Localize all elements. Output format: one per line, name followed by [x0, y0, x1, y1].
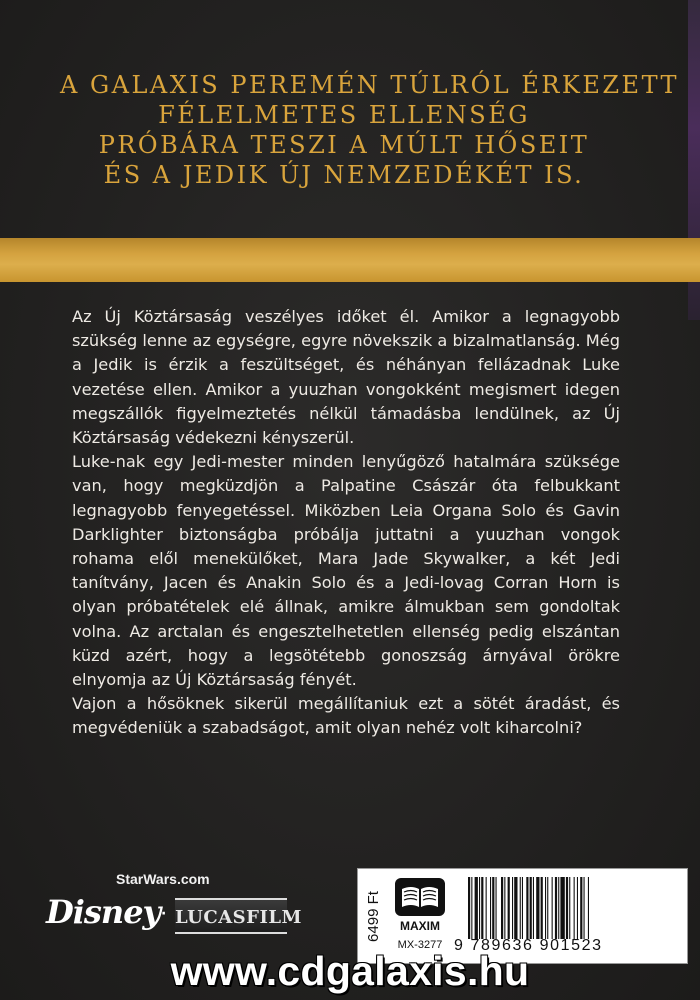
barcode-bar — [501, 877, 503, 939]
barcode-bar — [514, 877, 517, 939]
price-text: 6499 Ft — [364, 890, 382, 942]
barcode-bar — [541, 877, 543, 939]
barcode-bar — [526, 877, 528, 939]
barcode-bar — [533, 877, 534, 939]
blurb-paragraph: Vajon a hősöknek sikerül megállítaniuk ezt a sötét áradást, és megvédeniük a szabadságot, amit olyan nehéz volt kiharcolni? — [72, 694, 620, 738]
barcode-bar — [569, 877, 570, 939]
barcode-bar — [577, 877, 578, 939]
barcode-bar — [496, 877, 497, 939]
blurb-paragraph: Luke-nak egy Jedi-mester minden lenyűgöző hatalmára szüksége van, hogy megküzdjön a Palpatine Császár óta felbukkant legnagyobb fenyegetéssel. Miközben Leia Organa Solo és Gavin Darklighter biztonságba próbálja juttatni a yuuzhan vongok rohama elől menekülőket, Mara Jade Skywalker, a két Jedi tanítvány, Jacen és Anakin Solo és a Jedi-lovag Corran Horn is olyan próbatételek elé állnak, amikre álmukban sem gondoltak volna. Az arctalan és engesztelhetetlen ellenség pedig elszántan küzd azért, hogy a legsötétebb gonoszság árnyával örökre elnyomja az Új Köztársaság fényét. — [72, 452, 620, 690]
isbn-barcode — [466, 877, 676, 939]
barcode-bar — [504, 877, 505, 939]
barcode-bar — [536, 877, 539, 939]
barcode-bar — [520, 877, 521, 939]
barcode-bar — [492, 877, 494, 939]
website-watermark: www.cdgalaxis.hu — [170, 948, 530, 994]
barcode-bar — [481, 877, 483, 939]
barcode-bar — [552, 877, 553, 939]
open-book-icon — [394, 877, 446, 917]
barcode-bar — [547, 877, 548, 939]
gold-divider-band — [0, 238, 700, 282]
disney-logo: Disney — [46, 893, 161, 931]
barcode-bar — [545, 877, 546, 939]
barcode-bar — [566, 877, 568, 939]
blurb-paragraph: Az Új Köztársaság veszélyes időket él. Amikor a legnagyobb szükség lenne az egységre, egyre növekszik a bizalmatlanság. Még a Jedik is érzik a feszültséget, és néhányan fellázadnak Luke vezetése ellen. Amikor a yuuzhan vongokként megismert idegen megszállók figyelmeztetés nélkül támadásba lendülnek, az Új Köztársaság védekezni kényszerül. — [72, 307, 620, 448]
barcode-bar — [468, 877, 470, 939]
barcode-bar — [555, 877, 557, 939]
barcode-bar — [522, 877, 523, 939]
tagline-line: A GALAXIS PEREMÉN TÚLRÓL ÉRKEZETT — [60, 71, 680, 99]
publisher-name: MAXIM — [400, 919, 440, 933]
barcode-bar — [479, 877, 480, 939]
barcode-bar — [512, 877, 513, 939]
tagline-line: ÉS A JEDIK ÚJ NEMZEDÉKÉT IS. — [103, 161, 585, 189]
tagline-line: PRÓBÁRA TESZI A MÚLT HŐSEIT — [98, 131, 590, 159]
barcode-bar — [574, 877, 575, 939]
barcode-bar — [558, 877, 559, 939]
barcode-bar — [475, 877, 478, 939]
barcode-bar — [530, 877, 532, 939]
blurb-text — [72, 305, 620, 741]
barcode-bar — [508, 877, 510, 939]
barcode-bar — [471, 877, 472, 939]
isbn-digits: 9 789636 901523 — [454, 937, 603, 954]
barcode-bar — [490, 877, 491, 939]
barcode-bar — [486, 877, 487, 939]
tagline — [60, 70, 680, 190]
lucasfilm-logo: LUCASFILM — [175, 898, 287, 934]
barcode-bar — [580, 877, 582, 939]
price-label — [362, 875, 384, 957]
barcode-bar — [560, 877, 564, 939]
starwars-url: StarWars.com — [116, 871, 210, 887]
tagline-line: FÉLELMETES ELLENSÉG — [158, 101, 530, 129]
barcode-bar — [588, 877, 589, 939]
logo-separator: · — [161, 906, 167, 922]
product-code: MX-3277 — [397, 939, 443, 951]
barcode-bar — [584, 877, 585, 939]
